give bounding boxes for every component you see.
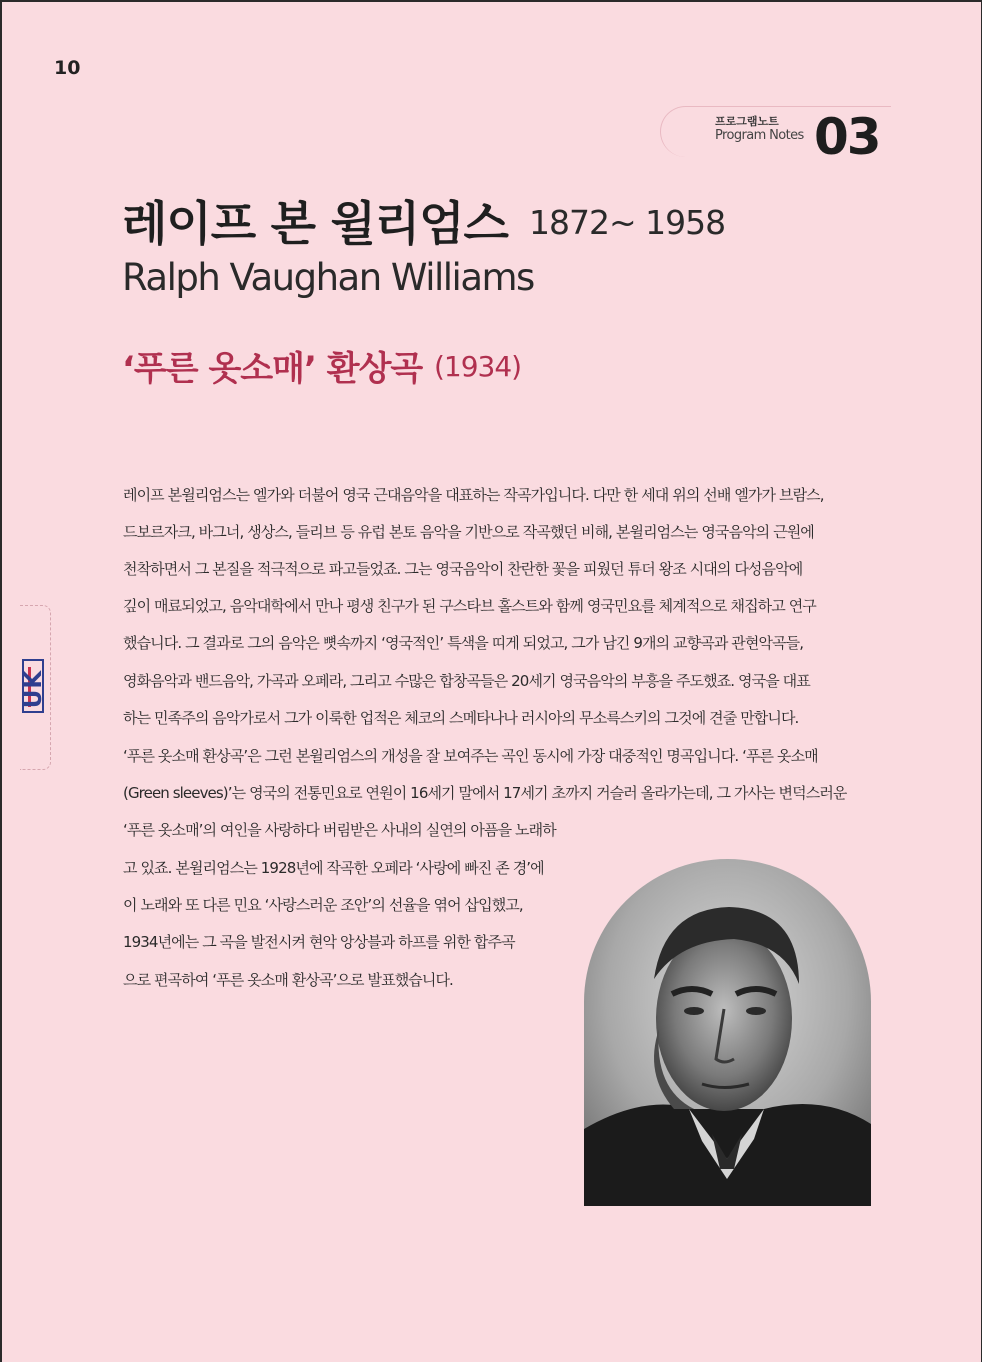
uk-label: UK <box>21 669 47 709</box>
body-line: 영화음악과 밴드음악, 가곡과 오페라, 그리고 수많은 합창곡들은 20세기 영국음악의 부흥을 주도했죠. 영국을 대표 <box>123 672 810 690</box>
composer-portrait <box>584 859 871 1206</box>
body-line: 깊이 매료되었고, 음악대학에서 만나 평생 친구가 된 구스타브 홀스트와 함께 영국민요를 체계적으로 채집하고 연구 <box>123 597 816 615</box>
work-title: ‘푸른 옷소매’ 환상곡 <box>122 349 423 389</box>
body-line: 했습니다. 그 결과로 그의 음악은 뼛속까지 ‘영국적인’ 특색을 띠게 되었고, 그가 남긴 9개의 교향곡과 관현악곡들, <box>123 634 804 652</box>
body-line: 드보르자크, 바그너, 생상스, 들리브 등 유럽 본토 음악을 기반으로 작곡했던 비해, 본윌리엄스는 영국음악의 근원에 <box>123 523 814 541</box>
section-label-ko: 프로그램노트 <box>715 115 779 128</box>
body-line: 천착하면서 그 본질을 적극적으로 파고들었죠. 그는 영국음악이 찬란한 꽃을 피웠던 튜더 왕조 시대의 다성음악에 <box>123 560 803 578</box>
composer-name-en: Ralph Vaughan Williams <box>122 256 534 299</box>
body-line: (Green sleeves)’는 영국의 전통민요로 연원이 16세기 말에서 17세기 초까지 거슬러 올라가는데, 그 가사는 변덕스러운 <box>123 784 847 802</box>
page-number: 10 <box>54 57 81 79</box>
body-line: 하는 민족주의 음악가로서 그가 이룩한 업적은 체코의 스메타나나 러시아의 무소륵스키의 그것에 견줄 만합니다. <box>123 709 799 727</box>
body-line: 1934년에는 그 곡을 발전시켜 현악 앙상블과 하프를 위한 합주곡 <box>123 933 515 951</box>
section-label-en: Program Notes <box>715 128 804 143</box>
body-line: ‘푸른 옷소매 환상곡’은 그런 본윌리엄스의 개성을 잘 보여주는 곡인 동시에 가장 대중적인 명곡입니다. ‘푸른 옷소매 <box>123 747 818 765</box>
composer-name-ko: 레이프 본 윌리엄스 <box>122 197 508 252</box>
body-line: 레이프 본윌리엄스는 엘가와 더불어 영국 근대음악을 대표하는 작곡가입니다. 다만 한 세대 위의 선배 엘가가 브람스, <box>123 486 824 504</box>
body-line: 으로 편곡하여 ‘푸른 옷소매 환상곡’으로 발표했습니다. <box>123 971 453 989</box>
body-line: ‘푸른 옷소매’의 여인을 사랑하다 버림받은 사내의 실연의 아픔을 노래하 <box>123 821 556 839</box>
body-line: 이 노래와 또 다른 민요 ‘사랑스러운 조안’의 선율을 엮어 삽입했고, <box>123 896 523 914</box>
body-line: 고 있죠. 본윌리엄스는 1928년에 작곡한 오페라 ‘사랑에 빠진 존 경’에 <box>123 859 544 877</box>
section-number: 03 <box>814 108 880 166</box>
composer-years: 1872~ 1958 <box>529 203 726 242</box>
work-year: (1934) <box>434 350 522 383</box>
